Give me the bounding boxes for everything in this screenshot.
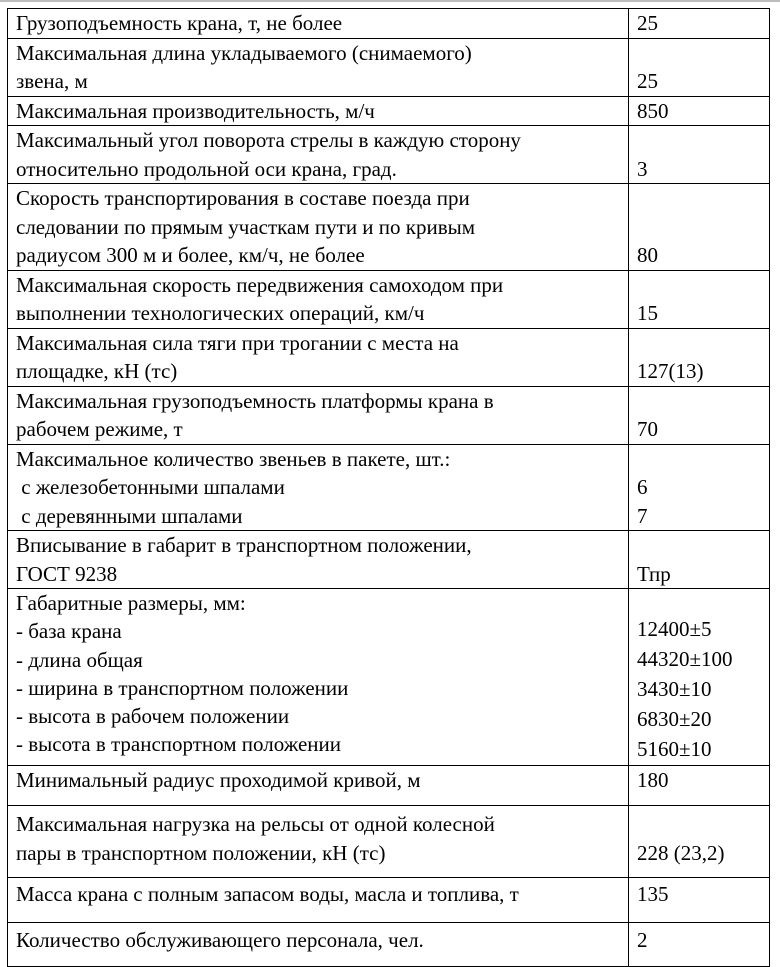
value-text: 6830±20: [637, 707, 712, 731]
param-cell: [8, 589, 629, 766]
value-cell: [629, 96, 770, 126]
value-cell: [629, 766, 770, 806]
param-cell: [8, 9, 629, 39]
param-cell: [8, 38, 629, 96]
param-text: Грузоподъемность крана, т, не более: [16, 11, 343, 35]
param-text: следовании по прямым участкам пути и по кривым: [16, 214, 476, 239]
table-row: [8, 38, 770, 96]
param-text: радиусом 300 м и более, км/ч, не более: [16, 243, 365, 267]
specifications-table: [7, 8, 770, 967]
value-cell: [629, 38, 770, 96]
param-cell: [8, 806, 629, 878]
value-text: 3: [637, 156, 648, 181]
value-text: 5160±10: [637, 737, 712, 761]
value-text: 12400±5: [637, 617, 712, 641]
param-text: ГОСТ 9238: [16, 561, 118, 586]
param-text: Максимальная производительность, м/ч: [16, 98, 375, 123]
param-text: Максимальная грузоподъемность платформы крана в: [16, 388, 494, 413]
table-row: [8, 328, 770, 386]
param-text: площадке, кН (тс): [16, 359, 178, 383]
param-text: Габаритные размеры, мм:: [16, 591, 246, 615]
value-cell: [629, 9, 770, 39]
value-cell: [629, 328, 770, 386]
param-text: Максимальный угол поворота стрелы в каждую сторону: [16, 128, 521, 152]
param-text: рабочем режиме, т: [16, 417, 183, 441]
value-text: 3430±10: [637, 677, 712, 701]
value-cell: [629, 806, 770, 878]
param-text: пары в транспортном положении, кН (тс): [16, 840, 386, 865]
table-row: [8, 386, 770, 444]
value-text: 25: [637, 69, 658, 93]
param-text: - ширина в транспортном положении: [16, 675, 349, 700]
param-cell: [8, 923, 629, 967]
table-row: [8, 184, 770, 271]
value-text: 127(13): [637, 359, 704, 383]
table-row: [8, 923, 770, 967]
param-cell: [8, 386, 629, 444]
table-row: [8, 806, 770, 878]
table-row: [8, 270, 770, 328]
param-cell: [8, 444, 629, 531]
table-row: [8, 766, 770, 806]
value-cell: [629, 126, 770, 184]
value-cell: [629, 589, 770, 766]
param-cell: [8, 328, 629, 386]
value-text: 44320±100: [637, 647, 733, 671]
param-text: Максимальная сила тяги при трогании с места на: [16, 330, 459, 355]
value-text: 80: [637, 243, 658, 267]
top-border-line: [0, 0, 780, 6]
param-text: Вписывание в габарит в транспортном положении,: [16, 533, 472, 557]
param-text: Максимальная длина укладываемого (снимаемого): [16, 40, 472, 65]
param-text: Максимальная скорость передвижения самоходом при: [16, 272, 504, 297]
table-row: [8, 444, 770, 531]
value-cell: [629, 878, 770, 923]
table-row: [8, 9, 770, 39]
param-cell: [8, 766, 629, 806]
param-text: - база крана: [16, 619, 122, 644]
value-text: 228 (23,2): [637, 841, 725, 865]
value-cell: [629, 270, 770, 328]
param-text: Минимальный радиус проходимой кривой, м: [16, 768, 421, 792]
param-text: с деревянными шпалами: [16, 503, 243, 528]
value-text: 2: [637, 928, 648, 952]
value-text: Тпр: [637, 561, 671, 586]
value-text: 850: [637, 98, 669, 123]
value-text: 70: [637, 417, 658, 441]
value-cell: [629, 923, 770, 967]
table-row: [8, 878, 770, 923]
value-text: 25: [637, 11, 658, 35]
param-cell: [8, 531, 629, 589]
param-text: - высота в транспортном положении: [16, 732, 341, 757]
table-row: [8, 126, 770, 184]
param-text: с железобетонными шпалами: [16, 475, 285, 499]
table-row: [8, 96, 770, 126]
param-text: выполнении технологических операций, км/ч: [16, 301, 425, 325]
table-row: [8, 531, 770, 589]
param-text: Скорость транспортирования в составе поезда при: [16, 186, 470, 210]
param-text: Масса крана с полным запасом воды, масла и топлива, т: [16, 882, 519, 906]
value-cell: [629, 184, 770, 271]
param-cell: [8, 184, 629, 271]
param-text: - высота в рабочем положении: [16, 704, 290, 729]
value-text: 6: [637, 475, 648, 499]
value-text: 135: [637, 882, 669, 906]
value-cell: [629, 386, 770, 444]
param-cell: [8, 270, 629, 328]
param-cell: [8, 878, 629, 923]
param-text: Количество обслуживающего персонала, чел.: [16, 928, 424, 952]
param-text: относительно продольной оси крана, град.: [16, 156, 397, 181]
param-text: звена, м: [16, 69, 88, 93]
table-row: [8, 589, 770, 766]
value-text: 15: [637, 301, 658, 325]
param-text: - длина общая: [16, 647, 143, 672]
value-text: 180: [637, 768, 669, 792]
value-text: 7: [637, 503, 648, 528]
param-cell: [8, 96, 629, 126]
value-cell: [629, 531, 770, 589]
value-cell: [629, 444, 770, 531]
param-text: Максимальное количество звеньев в пакете, шт.:: [16, 446, 451, 471]
param-text: Максимальная нагрузка на рельсы от одной колесной: [16, 812, 495, 836]
param-cell: [8, 126, 629, 184]
